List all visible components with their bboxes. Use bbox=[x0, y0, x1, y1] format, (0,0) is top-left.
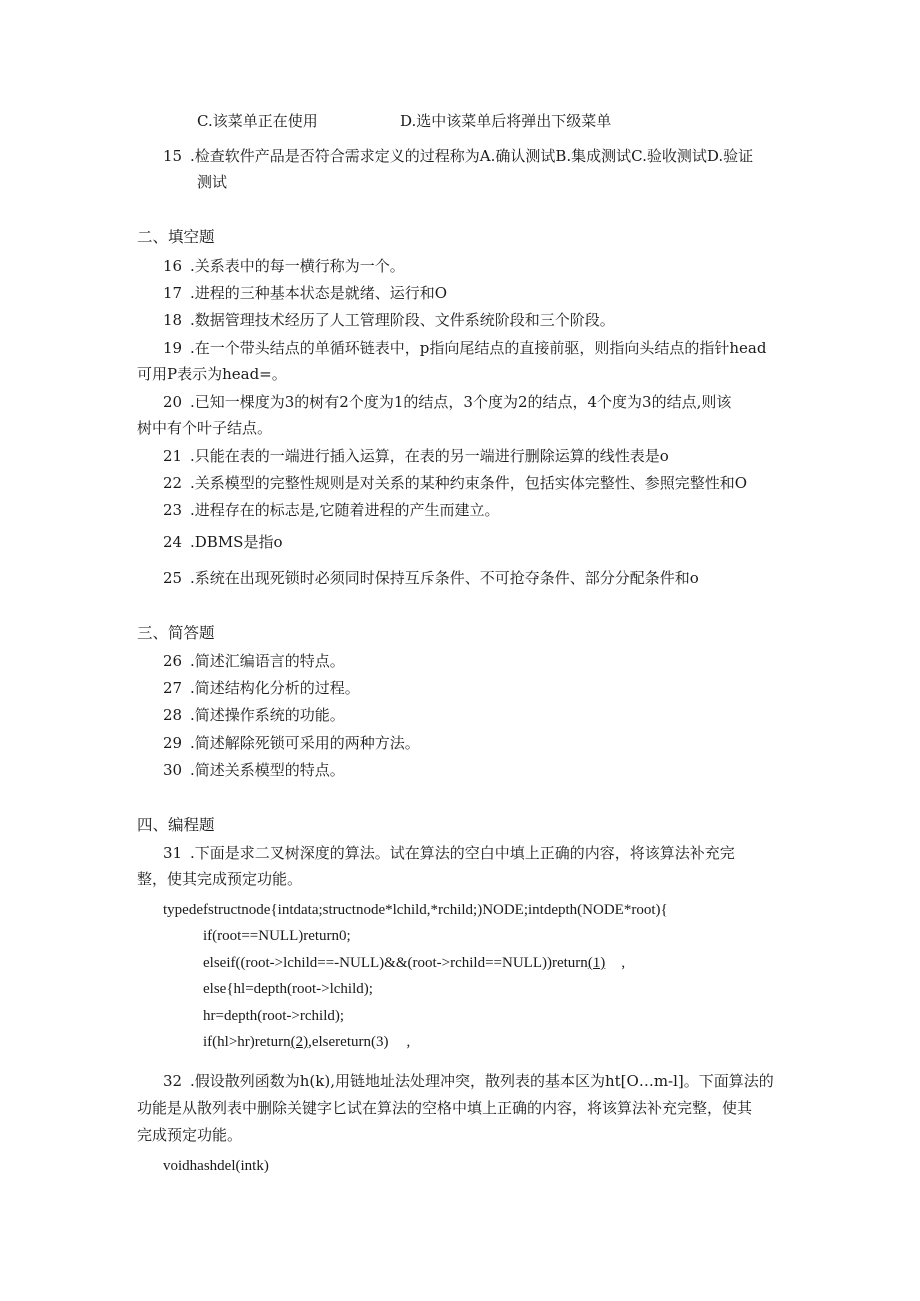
code-text: elseif((root->lchild==-NULL)&&(root->rchild==NULL))return bbox=[203, 955, 588, 971]
question-number: 29 bbox=[163, 734, 183, 752]
section-title-programming: 四、编程题 bbox=[137, 816, 215, 834]
question-text: .简述关系模型的特点。 bbox=[190, 761, 345, 779]
question-text: .简述结构化分析的过程。 bbox=[190, 679, 360, 697]
q31-number: 31 bbox=[163, 844, 183, 862]
q15-number: 15 bbox=[163, 147, 183, 165]
question-text: .简述解除死锁可采用的两种方法。 bbox=[190, 734, 420, 752]
section-title-fill-blank: 二、填空题 bbox=[137, 228, 215, 246]
section-title-short-answer: 三、简答题 bbox=[137, 624, 215, 642]
code-blank-1: (1) bbox=[587, 955, 606, 971]
question-number: 21 bbox=[163, 447, 183, 465]
question-number: 20 bbox=[163, 393, 183, 411]
question-text: .关系模型的完整性规则是对关系的某种约束条件，包括实体完整性、参照完整性和O bbox=[190, 474, 748, 492]
question-number: 25 bbox=[163, 569, 183, 587]
question-number: 24 bbox=[163, 533, 183, 551]
question-text: .关系表中的每一横行称为一个。 bbox=[190, 257, 405, 275]
code-text: ,elsereturn(3) bbox=[308, 1034, 389, 1050]
code-text: , bbox=[406, 1034, 411, 1050]
question-number: 27 bbox=[163, 679, 183, 697]
q14-option-c: C.该菜单正在使用 bbox=[197, 112, 318, 130]
code-line: if(root==NULL)return0; bbox=[203, 928, 351, 944]
question-text: .简述汇编语言的特点。 bbox=[190, 652, 345, 670]
code-line: typedefstructnode{intdata;structnode*lchild,*rchild;)NODE;intdepth(NODE*root){ bbox=[163, 902, 668, 918]
question-number: 17 bbox=[163, 284, 183, 302]
code-text: , bbox=[621, 955, 626, 971]
question-text-cont: 树中有个叶子结点。 bbox=[137, 419, 273, 437]
q31-text-cont: 整，使其完成预定功能。 bbox=[137, 870, 303, 888]
q15-text-cont: 测试 bbox=[197, 173, 228, 191]
q32-text-cont: 完成预定功能。 bbox=[137, 1126, 243, 1144]
q15-text: .检查软件产品是否符合需求定义的过程称为A.确认测试B.集成测试C.验收测试D.验证 bbox=[190, 147, 754, 165]
question-text: .进程的三种基本状态是就绪、运行和O bbox=[190, 284, 448, 302]
question-text: .已知一棵度为3的树有2个度为1的结点，3个度为2的结点，4个度为3的结点,则该 bbox=[190, 393, 732, 411]
question-number: 22 bbox=[163, 474, 183, 492]
question-text: .系统在出现死锁时必须同时保持互斥条件、不可抢夺条件、部分分配条件和o bbox=[190, 569, 699, 587]
code-text: if(hl>hr)return bbox=[203, 1034, 291, 1050]
q32-text: .假设散列函数为h(k),用链地址法处理冲突，散列表的基本区为ht[O…m-l]。下面算法的 bbox=[190, 1072, 774, 1090]
question-text: .进程存在的标志是,它随着进程的产生而建立。 bbox=[190, 501, 500, 519]
question-number: 26 bbox=[163, 652, 183, 670]
code-blank-2: (2) bbox=[290, 1034, 309, 1050]
question-text: .只能在表的一端进行插入运算，在表的另一端进行删除运算的线性表是o bbox=[190, 447, 669, 465]
question-text: .数据管理技术经历了人工管理阶段、文件系统阶段和三个阶段。 bbox=[190, 311, 615, 329]
question-number: 30 bbox=[163, 761, 183, 779]
code-line bbox=[203, 1032, 410, 1052]
q31-text: .下面是求二叉树深度的算法。试在算法的空白中填上正确的内容，将该算法补充完 bbox=[190, 844, 735, 862]
question-number: 28 bbox=[163, 706, 183, 724]
question-number: 16 bbox=[163, 257, 183, 275]
code-line: voidhashdel(intk) bbox=[163, 1158, 269, 1174]
question-text-cont: 可用P表示为head=。 bbox=[137, 365, 287, 383]
code-line: hr=depth(root->rchild); bbox=[203, 1008, 345, 1024]
question-text: .简述操作系统的功能。 bbox=[190, 706, 345, 724]
question-number: 19 bbox=[163, 339, 183, 357]
question-text: .在一个带头结点的单循环链表中，p指向尾结点的直接前驱，则指向头结点的指针head bbox=[190, 339, 767, 357]
q32-text-cont: 功能是从散列表中删除关键字匕试在算法的空格中填上正确的内容，将该算法补充完整，使其 bbox=[137, 1099, 753, 1117]
code-line bbox=[203, 953, 625, 973]
q32-number: 32 bbox=[163, 1072, 183, 1090]
q14-option-d: D.选中该菜单后将弹出下级菜单 bbox=[400, 112, 612, 130]
question-text: .DBMS是指o bbox=[190, 533, 283, 551]
code-line: else{hl=depth(root->lchild); bbox=[203, 981, 373, 997]
question-number: 23 bbox=[163, 501, 183, 519]
question-number: 18 bbox=[163, 311, 183, 329]
